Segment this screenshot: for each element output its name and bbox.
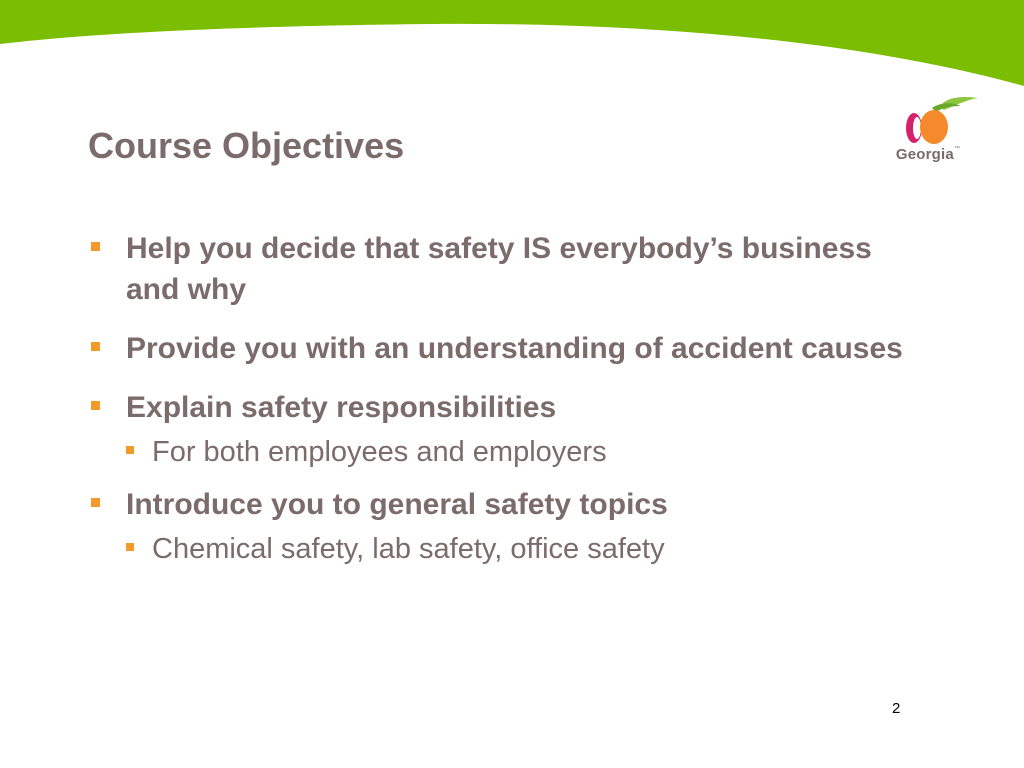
bullet-text: Introduce you to general safety topics xyxy=(126,488,668,521)
georgia-logo xyxy=(888,94,980,172)
sub-bullet-text: Chemical safety, lab safety, office safety xyxy=(152,533,665,565)
bullet-marker-icon xyxy=(91,401,100,410)
bullet-item xyxy=(88,228,908,310)
objectives-list xyxy=(88,228,908,581)
sub-bullet-marker-icon xyxy=(126,446,134,454)
bullet-marker-icon xyxy=(91,242,100,251)
bullet-text: Explain safety responsibilities xyxy=(126,391,557,424)
bullet-marker-icon xyxy=(91,498,100,507)
sub-bullet-marker-icon xyxy=(126,543,134,551)
bullet-item xyxy=(88,387,908,472)
peach-icon xyxy=(888,94,980,150)
sub-bullet-item xyxy=(88,529,908,569)
sub-bullet-item xyxy=(88,432,908,472)
page-number: 2 xyxy=(892,700,901,717)
bullet-item xyxy=(88,328,908,369)
sub-list xyxy=(126,432,908,472)
slide-title: Course Objectives xyxy=(88,125,405,166)
sub-bullet-text: For both employees and employers xyxy=(152,436,607,468)
sub-list xyxy=(126,529,908,569)
bullet-item xyxy=(88,484,908,569)
bullet-text: Provide you with an understanding of accident causes xyxy=(126,332,903,365)
green-header-band xyxy=(0,0,1024,100)
georgia-logo-text: Georgia™ xyxy=(895,146,961,163)
bullet-marker-icon xyxy=(91,342,100,351)
bullet-text: Help you decide that safety IS everybody’s business and why xyxy=(126,232,872,306)
